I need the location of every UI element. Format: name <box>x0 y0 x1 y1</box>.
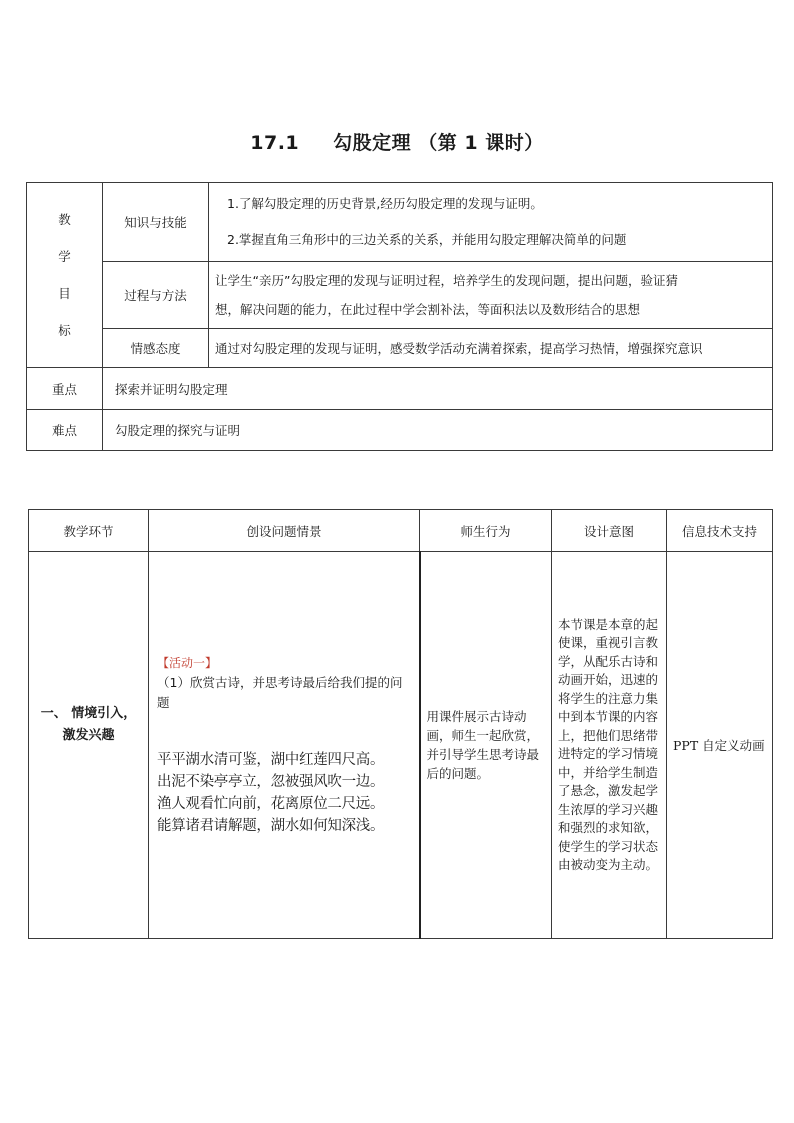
difficulty-value: 勾股定理的探究与证明 <box>103 410 773 451</box>
goal-text-process <box>209 262 773 329</box>
activity-tag: 【活动一】 <box>157 655 218 670</box>
intent-text: 本节课是本章的起使课，重视引言教学，从配乐古诗和动画开始，迅速的将学生的注意力集中到本节课的内容上，把他们思绪带进特定的学习情境中，并给学生制造了悬念，激发起学生浓厚的学习兴趣和强烈的求知欲，使学生的学习状态由被动变为主动。 <box>558 616 659 872</box>
process-row <box>29 552 773 939</box>
side-char: 标 <box>58 323 71 338</box>
goals-side-label <box>27 183 103 368</box>
poem-line: 能算诸君请解题，湖水如何知深浅。 <box>157 817 385 834</box>
poem-line: 出泥不染亭亭立，忽被强风吹一边。 <box>157 773 385 790</box>
page-title <box>0 128 794 155</box>
scene-cell <box>149 552 420 939</box>
goal-line: 让学生“亲历”勾股定理的发现与证明过程，培养学生的发现问题，提出问题，验证猜 <box>215 273 678 288</box>
goal-line: 想，解决问题的能力，在此过程中学会割补法，等面积法以及数形结合的思想 <box>215 302 641 317</box>
goal-line: 1.了解勾股定理的历史背景,经历勾股定理的发现与证明。 <box>227 196 543 211</box>
goal-line: 2.掌握直角三角形中的三边关系的关系，并能用勾股定理解决简单的问题 <box>227 232 627 247</box>
header-stage: 教学环节 <box>29 510 149 552</box>
goals-table <box>26 182 773 451</box>
difficulty-label: 难点 <box>27 410 103 451</box>
poem <box>157 749 411 837</box>
key-point-label: 重点 <box>27 368 103 410</box>
header-tech: 信息技术支持 <box>667 510 773 552</box>
tech-cell <box>667 552 773 939</box>
key-point-value: 探索并证明勾股定理 <box>103 368 773 410</box>
process-header-row <box>29 510 773 552</box>
poem-line: 渔人观看忙向前，花离原位二尺远。 <box>157 795 385 812</box>
poem-line: 平平湖水清可鉴，湖中红莲四尺高。 <box>157 751 385 768</box>
side-char: 目 <box>58 286 71 301</box>
goal-text-attitude <box>209 329 773 368</box>
side-char: 教 <box>58 212 71 227</box>
lesson-title: 勾股定理 （第 1 课时） <box>333 132 544 154</box>
lesson-number: 17.1 <box>250 132 300 154</box>
goal-label-process: 过程与方法 <box>103 262 209 329</box>
intent-cell <box>552 552 667 939</box>
behavior-text: 用课件展示古诗动画，师生一起欣赏，并引导学生思考诗最后的问题。 <box>426 709 540 781</box>
goal-label-knowledge: 知识与技能 <box>103 183 209 262</box>
stage-cell <box>29 552 149 939</box>
header-intent: 设计意图 <box>552 510 667 552</box>
goal-line: 通过对勾股定理的发现与证明，感受数学活动充满着探索，提高学习热情，增强探究意识 <box>215 340 703 356</box>
header-scene: 创设问题情景 <box>149 510 420 552</box>
stage-line: 一、 情境引入， <box>40 706 137 721</box>
side-char: 学 <box>58 249 71 264</box>
header-behavior: 师生行为 <box>420 510 552 552</box>
behavior-cell <box>420 552 552 939</box>
tech-text: PPT 自定义动画 <box>673 737 765 753</box>
activity-question: （1）欣赏古诗，并思考诗最后给我们提的问题 <box>157 674 403 710</box>
stage-line: 激发兴趣 <box>62 728 115 743</box>
process-table <box>28 509 773 939</box>
goal-text-knowledge <box>209 183 773 262</box>
goal-label-attitude: 情感态度 <box>103 329 209 368</box>
